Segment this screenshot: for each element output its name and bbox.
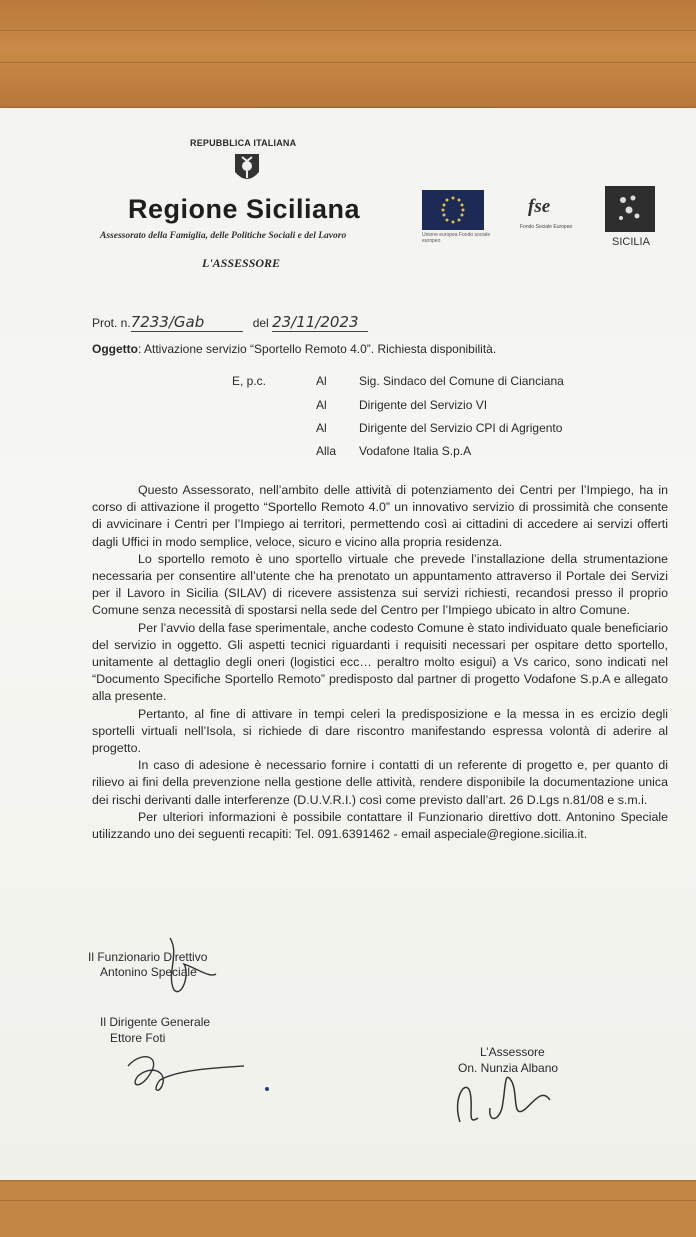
recipient-article: Al xyxy=(316,374,327,388)
recipient-article: Al xyxy=(316,398,327,412)
funzionario-name: Antonino Speciale xyxy=(100,965,197,979)
protocol-line xyxy=(92,313,368,332)
fse-caption: Fondo Sociale Europeo xyxy=(520,224,573,230)
recipient-name: Vodafone Italia S.p.A xyxy=(359,444,472,458)
body-paragraph: Pertanto, al fine di attivare in tempi celeri la predisposizione e la messa in es ercizio degli sportelli virtuali nell’Isola, si richiede di dare riscontro manifestando espressa volontà di aderire al progetto. xyxy=(92,706,668,756)
body-paragraph: Per ulteriori informazioni è possibile contattare il Funzionario direttivo dott. Antonino Speciale utilizzando uno dei seguenti recapiti: Tel. 091.6391462 - email aspeciale@regione.sicilia.it. xyxy=(92,809,668,842)
body-paragraph: Per l’avvio della fase sperimentale, anche codesto Comune è stato individuato quale beneficiario del servizio in oggetto. Gli aspetti tecnici riguardanti i requisiti necessari per ospitare detto sportello, unitamente al dettaglio degli oneri (logistici ecc… peraltro molto esigui) a Vs carico, sono indicati nel “Documento Specifiche Sportello Remoto” predisposto dal partner di progetto Vodafone S.p.A e allegato alla presente. xyxy=(92,620,668,704)
protocol-number: 7233/Gab xyxy=(131,313,243,332)
office-heading: L'ASSESSORE xyxy=(202,256,281,270)
dirigente-name: Ettore Foti xyxy=(110,1031,166,1045)
protocol-date-label: del xyxy=(252,316,269,330)
assessore-title: L’Assessore xyxy=(480,1045,545,1059)
recipient-name: Sig. Sindaco del Comune di Cianciana xyxy=(359,374,564,388)
body-paragraph: In caso di adesione è necessario fornire i contatti di un referente di progetto e, per quanto di rilievo ai fini della prevenzione nella gestione delle attività, rendere disponibile la documentazione unica dei rischi derivanti dalle interferenze (D.U.V.R.I.) così come previsto dall’art. 26 D.Lgs n.81/08 e s.m.i. xyxy=(92,758,668,807)
sicilia-logo-text: SICILIA xyxy=(612,236,650,248)
sicilia-logo-icon xyxy=(605,186,655,232)
body-paragraph: Questo Assessorato, nell’ambito delle attività di potenziamento dei Centri per l’Impiego, ha in corso di attivazione il progetto “Sportello Remoto 4.0” un innovativo servizio di prossimità che consente di avvicinare i Centri per l’Impiego ai territori, permettendo così ai cittadini di accedere ai servizi offerti dagli Uffici in modo semplice, veloce, sicuro e vicino alla propria residenza. xyxy=(92,483,668,549)
trinacria-emblem-icon xyxy=(232,152,262,186)
republic-heading: REPUBBLICA ITALIANA xyxy=(190,138,297,148)
eu-caption: Unione europea Fondo sociale europeo xyxy=(422,232,491,244)
letter-body xyxy=(92,482,668,843)
region-title: Regione Siciliana xyxy=(128,194,361,224)
protocol-label: Prot. n. xyxy=(92,316,131,330)
protocol-date: 23/11/2023 xyxy=(272,313,368,332)
assessore-name: On. Nunzia Albano xyxy=(458,1061,559,1075)
subject-label: Oggetto xyxy=(92,342,138,356)
dirigente-signature-icon xyxy=(122,1046,252,1098)
recipient-article: Al xyxy=(316,421,327,435)
department-name: Assessorato della Famiglia, delle Politiche Sociali e del Lavoro xyxy=(100,231,347,241)
recipient-name: Dirigente del Servizio CPI di Agrigento xyxy=(359,421,563,435)
recipient-name: Dirigente del Servizio VI xyxy=(359,398,488,412)
assessore-signature-icon xyxy=(446,1048,566,1132)
letter-page xyxy=(0,108,696,1180)
funzionario-title: Il Funzionario Direttivo xyxy=(88,950,208,964)
ink-dot-icon xyxy=(264,1086,270,1092)
recipient-article: Alla xyxy=(316,444,337,458)
eu-flag-icon xyxy=(422,190,484,230)
dirigente-title: Il Dirigente Generale xyxy=(100,1015,211,1029)
subject-text: : Attivazione servizio “Sportello Remoto 4.0”. Richiesta disponibilità. xyxy=(138,342,497,356)
fse-logo: fse xyxy=(528,196,551,217)
subject-line xyxy=(92,342,496,356)
funzionario-signature-icon xyxy=(160,934,220,998)
recipient-prefix: E, p.c. xyxy=(232,374,267,388)
body-paragraph: Lo sportello remoto è uno sportello virtuale che prevede l’installazione della strumentazione necessaria per consentire all’utente che ha prenotato un appuntamento attraverso il Portale dei Servizi per il Lavoro in Sicilia (SILAV) di ricevere assistenza sui servizi richiesti, recandosi presso il proprio Comune senza necessità di spostarsi nella sede del Centro per l’Impiego ubicato in altro Comune. xyxy=(92,551,668,618)
